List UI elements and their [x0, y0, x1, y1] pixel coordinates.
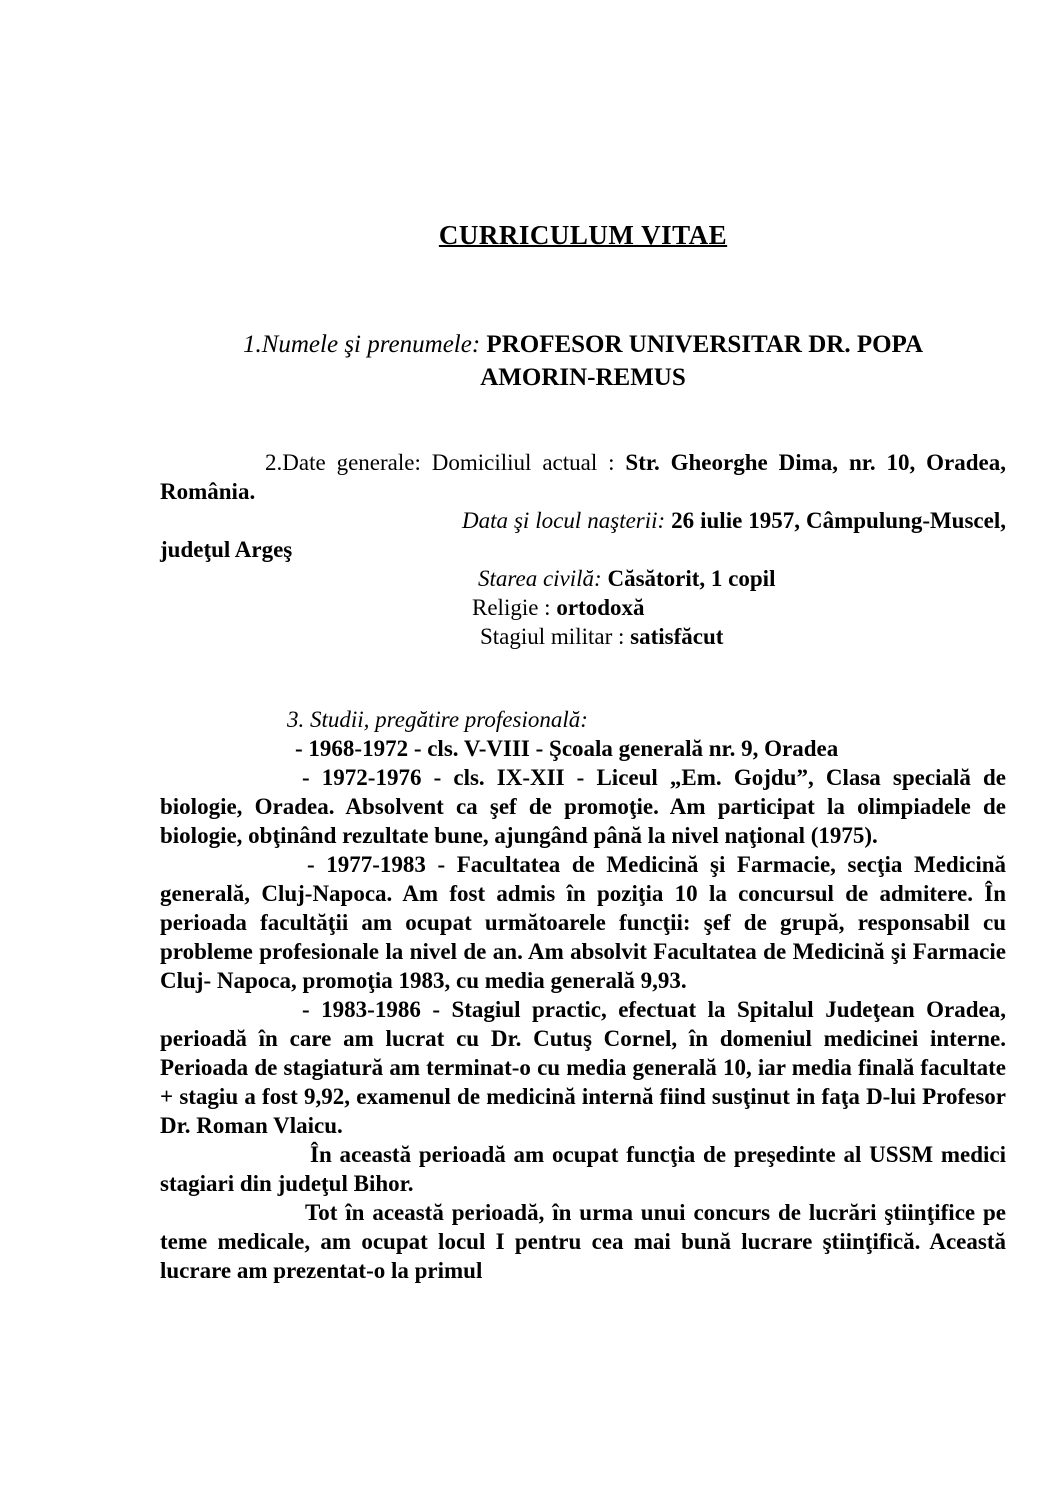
military-service-label: Stagiul militar :	[480, 624, 631, 649]
domicile-value: Str. Gheorghe Dima, nr. 10, Oradea, România.	[160, 450, 1006, 504]
studies-section	[160, 705, 1006, 1285]
domicile-label: 2.Date generale: Domiciliul actual :	[265, 450, 626, 475]
study-item-1972-1976: - 1972-1976 - cls. IX-XII - Liceul „Em. Gojdu”, Clasa specială de biologie, Oradea. Absolvent ca şef de promoţie. Am participat la olimpiadele de biologie, obţinând rezultate bune, ajungând până la nivel naţional (1975).	[160, 765, 1006, 848]
birth-value: 26 iulie 1957, Câmpulung-Muscel, judeţul Argeş	[160, 508, 1006, 562]
study-item-1983-1986: - 1983-1986 - Stagiul practic, efectuat la Spitalul Judeţean Oradea, perioadă în care am lucrat cu Dr. Cutuş Cornel, în domeniul medicinei interne. Perioada de stagiatură am terminat-o cu media generală 10, iar media finală facultate + stagiu a fost 9,92, examenul de medicină internă fiind susţinut in faţa D-lui Profesor Dr. Roman Vlaicu.	[160, 997, 1006, 1138]
study-item-ussm: În această perioadă am ocupat funcţia de preşedinte al USSM medici stagiari din judeţul Bihor.	[160, 1142, 1006, 1196]
name-label: 1.Numele şi prenumele:	[242, 331, 487, 358]
general-military-service	[160, 622, 1006, 651]
religion-label: Religie :	[472, 595, 557, 620]
general-religion	[160, 593, 1006, 622]
religion-value: ortodoxă	[556, 595, 645, 620]
general-civil-status	[160, 564, 1006, 593]
birth-label: Data şi locul naşterii:	[462, 508, 672, 533]
civil-status-label: Starea civilă:	[478, 566, 608, 591]
study-item-scientific-contest: Tot în această perioadă, în urma unui concurs de lucrări ştiinţifice pe teme medicale, am ocupat locul I pentru cea mai bună lucrare ştiinţifică. Această lucrare am prezentat-o la primul	[160, 1200, 1006, 1283]
studies-heading: 3. Studii, pregătire profesională:	[287, 707, 588, 732]
document-title: CURRICULUM VITAE	[438, 220, 728, 250]
general-domicile	[160, 448, 1006, 506]
general-birth	[160, 506, 1006, 564]
military-service-value: satisfăcut	[630, 624, 724, 649]
civil-status-value: Căsătorit, 1 copil	[607, 566, 776, 591]
study-item-1977-1983: - 1977-1983 - Facultatea de Medicină şi Farmacie, secţia Medicină generală, Cluj-Napoca. Am fost admis în poziţia 10 la concursul de admitere. În perioada facultăţii am ocupat următoarele funcţii: şef de grupă, responsabil cu probleme profesionale la nivel de an. Am absolvit Facultatea de Medicină şi Farmacie Cluj- Napoca, promoţia 1983, cu media generală 9,93.	[160, 852, 1006, 993]
study-item-1968-1972: - 1968-1972 - cls. V-VIII - Şcoala generală nr. 9, Oradea	[295, 736, 839, 761]
name-value: PROFESOR UNIVERSITAR DR. POPA AMORIN-REMUS	[480, 331, 924, 391]
general-data-section	[160, 448, 1006, 651]
name-section	[233, 328, 933, 394]
